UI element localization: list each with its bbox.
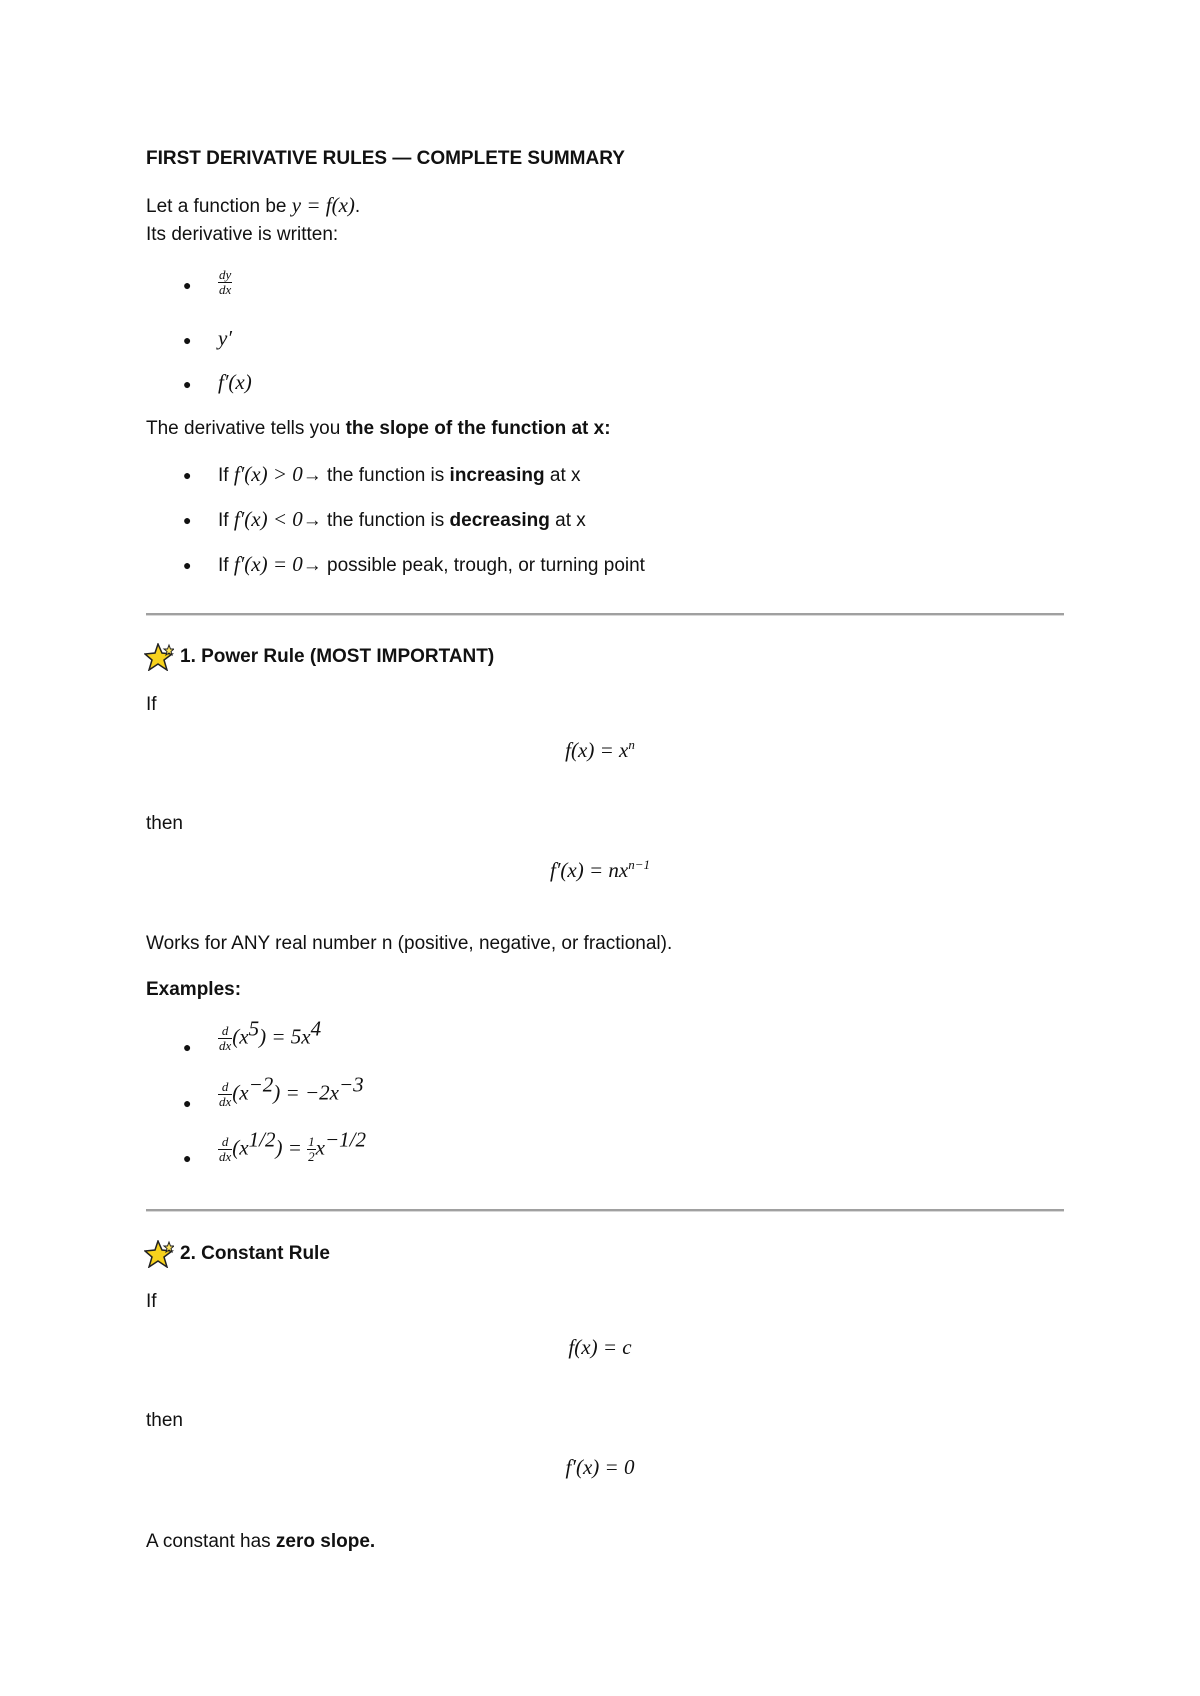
bullet-icon: ●	[183, 1150, 192, 1166]
bullet-icon: ●	[183, 512, 192, 528]
bullet-icon: ●	[183, 1095, 192, 1111]
section-divider	[146, 1209, 1064, 1212]
notation-dy-dx: $\frac{dy}{dx}$	[219, 267, 232, 297]
intro-let-line: Let a function be y = f(x).	[146, 193, 361, 217]
notation-y-prime: y′	[218, 326, 232, 350]
slope-line: The derivative tells you the slope of the function at x:	[146, 418, 611, 439]
star-icon	[144, 643, 174, 671]
page-title: FIRST DERIVATIVE RULES — COMPLETE SUMMARY	[146, 148, 625, 169]
power-rule-then: then	[146, 813, 183, 834]
constant-rule-if: If	[146, 1291, 157, 1312]
power-rule-if: If	[146, 694, 157, 715]
power-rule-equation: $f(x) = x^n$	[565, 737, 635, 762]
sign-rule-decreasing: If f′(x) < 0→ the function is decreasing at x	[218, 507, 586, 531]
power-rule-derivative: $f'(x) = nx^{n-1}$	[549, 857, 650, 882]
star-icon	[144, 1240, 174, 1268]
power-example-3: $\frac{d}{dx}$ $(x^{1/2})$ = $\frac{1}{2}$ $x^{-1/2}$	[219, 1127, 366, 1164]
power-rule-note: Works for ANY real number n (positive, negative, or fractional).	[146, 933, 673, 954]
sign-rule-increasing: If f′(x) > 0→ the function is increasing at x	[218, 462, 581, 486]
bullet-icon: ●	[183, 1039, 192, 1055]
bullet-icon: ●	[183, 467, 192, 483]
constant-rule-then: then	[146, 1410, 183, 1431]
section-divider	[146, 613, 1064, 616]
constant-rule-note: A constant has zero slope.	[146, 1531, 376, 1552]
power-example-1: $\frac{d}{dx}$ $(x^5) = 5x^4$	[219, 1016, 322, 1053]
bullet-icon: ●	[183, 376, 192, 392]
constant-rule-derivative: f′(x) = 0	[565, 1455, 635, 1479]
constant-rule-equation: f(x) = c	[568, 1335, 632, 1359]
intro-written-line: Its derivative is written:	[146, 224, 339, 245]
sign-rule-zero: If f′(x) = 0→ possible peak, trough, or turning point	[218, 552, 645, 576]
notation-f-prime-x: f′(x)	[218, 370, 252, 394]
bullet-icon: ●	[183, 332, 192, 348]
examples-label: Examples:	[146, 979, 242, 1000]
constant-rule-heading: 2. Constant Rule	[144, 1240, 330, 1268]
bullet-icon: ●	[183, 557, 192, 573]
bullet-icon: ●	[183, 277, 192, 293]
power-example-2: $\frac{d}{dx}$ $(x^{-2}) = -2x^{-3}$	[219, 1072, 364, 1109]
power-rule-heading: 1. Power Rule (MOST IMPORTANT)	[144, 643, 494, 671]
